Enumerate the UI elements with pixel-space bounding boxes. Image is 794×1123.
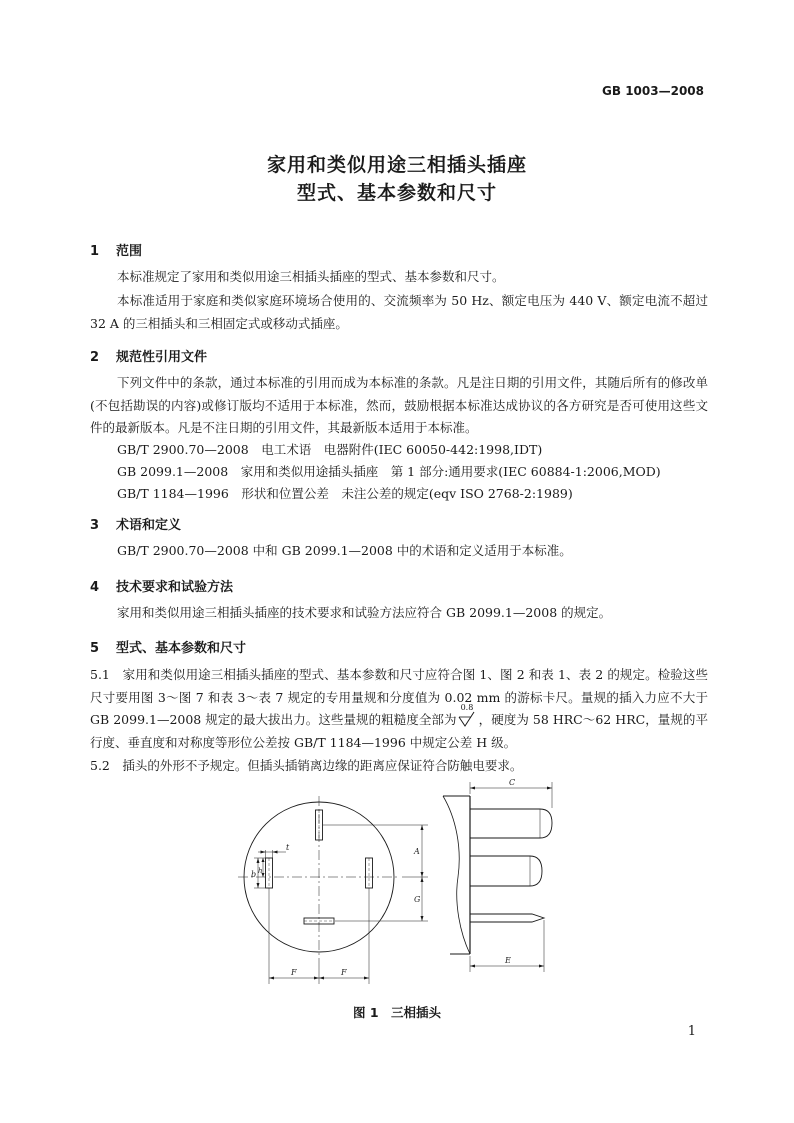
paragraph: 本标准规定了家用和类似用途三相插头插座的型式、基本参数和尺寸。 [117,269,505,284]
standard-code: GB 1003—2008 [602,84,704,98]
paragraph: 下列文件中的条款，通过本标准的引用而成为本标准的条款。凡是注日期的引用文件，其随后所有的修改单(不包括勘误的内容)或修订版均不适用于本标准，然而，鼓励根据本标准达成协议的各方研究是否可使用这些文件的最新版本。凡是不注日期的引用文件，其最新版本适用于本标准。 [90,375,708,435]
page-number: 1 [687,1024,696,1039]
dim-label-G: G [414,895,421,904]
section-5-heading [90,637,246,656]
reference-item: GB 2099.1—2008 家用和类似用途插头插座 第 1 部分:通用要求(IEC 60884-1:2006,MOD) [117,464,661,479]
roughness-symbol [457,703,479,727]
dim-label-C: C [509,778,516,787]
clause-text: ，硬度为 58 HRC～62 HRC，量规的平行度、垂直度和对称度等形位公差按 GB/T 1184—1996 中规定公差 H 级。 [90,712,708,750]
section-1-heading [90,240,142,259]
section-title: 技术要求和试验方法 [116,580,234,595]
section-number: 4 [90,580,100,595]
section-title: 规范性引用文件 [116,350,208,365]
pin-side-flat [470,914,544,922]
document-title: 家用和类似用途三相插头插座 [266,154,527,176]
dim-label-E: E [505,956,511,965]
section-number: 2 [90,350,100,365]
section-title: 术语和定义 [116,518,182,533]
pin-side-upper [470,809,552,838]
dim-label-F-left: F [291,968,297,977]
section-number: 1 [90,244,100,259]
section-number: 3 [90,518,100,533]
clause-text: 插头的外形不予规定。但插头插销离边缘的距离应保证符合防触电要求。 [122,758,523,773]
clause-text: 家用和类似用途三相插头插座的型式、基本参数和尺寸应符合图 1、图 2 和表 1、表 2 的规定。检验这些尺寸要用图 3～图 7 和表 3～表 7 规定的专用量规和分度值为 0.02 mm 的游标卡尺。量规的插入力应不大于 GB 2099.1—2008 规定的最大拔出力。这些量规的粗糙度全部为 [90,667,708,727]
figure-caption: 图 1 三相插头 [352,1005,442,1020]
dim-label-t: t [286,843,290,852]
reference-item: GB/T 1184—1996 形状和位置公差 未注公差的规定(eqv ISO 2768-2:1989) [117,486,573,501]
clause-5-1 [90,664,708,754]
section-title: 型式、基本参数和尺寸 [116,641,247,656]
dim-label-F-right: F [341,968,347,977]
dim-label-h: h [258,867,263,875]
section-3-heading [90,514,181,533]
reference-item: GB/T 2900.70—2008 电工术语 电器附件(IEC 60050-442:1998,IDT) [117,442,543,457]
paragraph: 家用和类似用途三相插头插座的技术要求和试验方法应符合 GB 2099.1—2008 的规定。 [117,605,612,620]
paragraph: 本标准适用于家庭和类似家庭环境场合使用的、交流频率为 50 Hz、额定电压为 440 V、额定电流不超过 32 A 的三相插头和三相固定式或移动式插座。 [90,293,708,331]
clause-number: 5.2 [90,758,110,773]
paragraph: GB/T 2900.70—2008 中和 GB 2099.1—2008 中的术语和定义适用于本标准。 [117,543,572,558]
pin-side-middle [470,856,542,886]
roughness-value: 0.8 [460,703,474,712]
section-title: 范围 [116,244,143,259]
dim-label-b: b [251,870,257,879]
break-line [443,796,470,954]
dim-label-A: A [414,847,420,856]
document-subtitle: 型式、基本参数和尺寸 [296,182,497,204]
figure-1-drawing [230,778,570,996]
section-number: 5 [90,641,100,656]
clause-5-2 [90,755,708,778]
section-2-heading [90,346,207,365]
section-4-heading [90,576,233,595]
clause-number: 5.1 [90,667,110,682]
